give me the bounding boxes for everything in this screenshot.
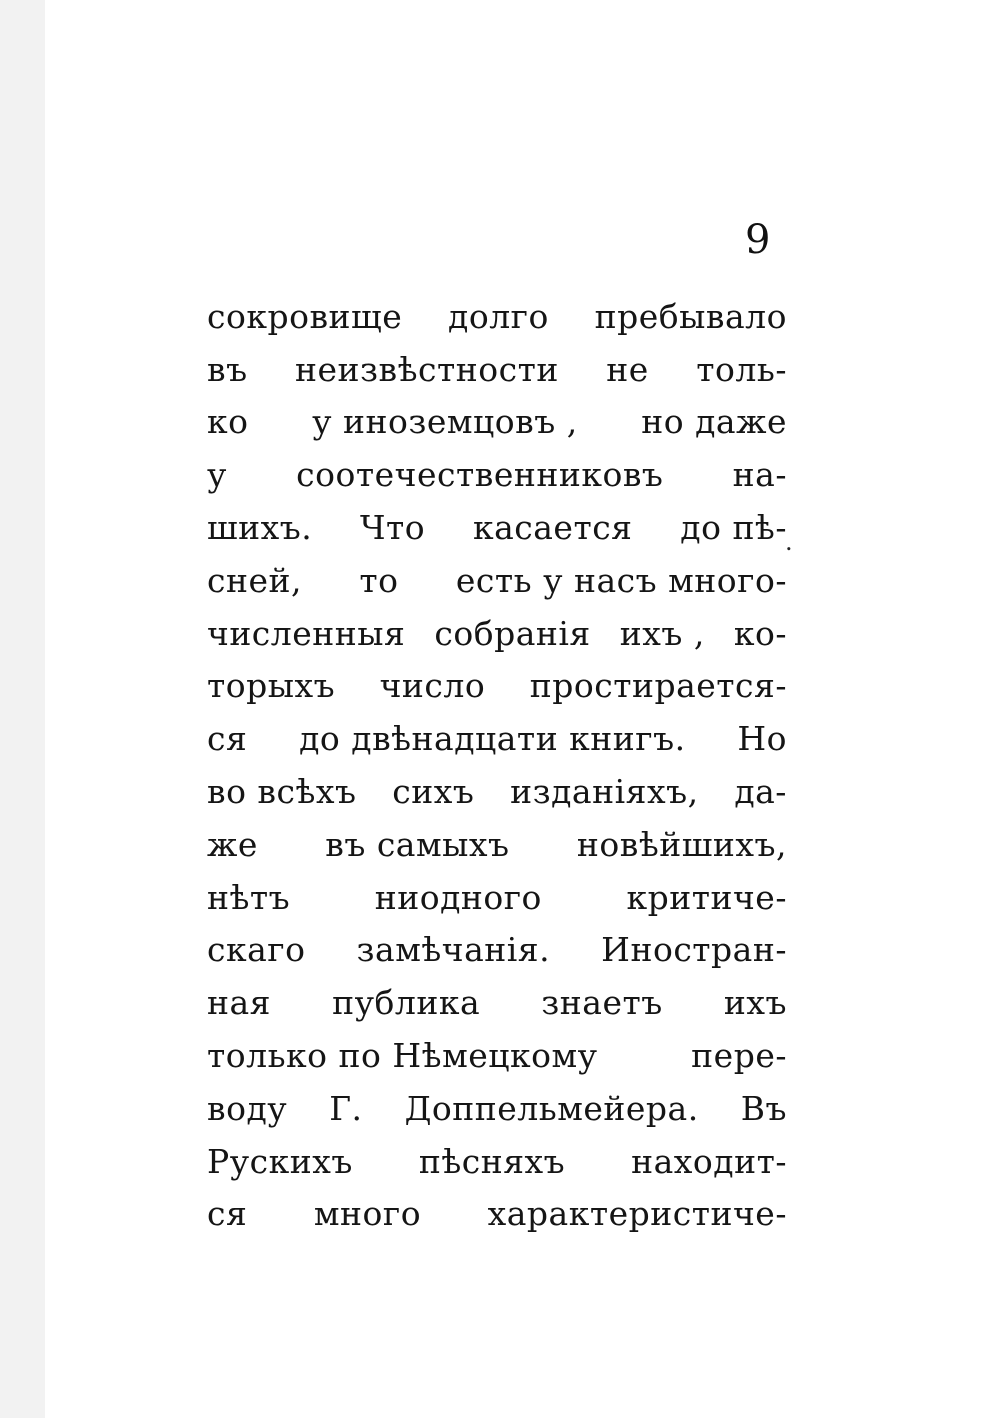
word: сней, [207, 560, 302, 600]
text-line [207, 765, 787, 818]
word: Что [360, 508, 426, 548]
word: публика [332, 983, 481, 1023]
text-line [207, 554, 787, 607]
word: замѣчанія. [356, 930, 551, 970]
word: ся [207, 1194, 248, 1234]
word: только по Нѣмецкому [207, 1036, 598, 1076]
body-text [207, 290, 787, 1240]
text-line [207, 924, 787, 977]
word: много [313, 1194, 422, 1234]
word: Иностран- [601, 930, 787, 970]
word: простирается- [529, 666, 787, 706]
text-line [207, 871, 787, 924]
word: ко [207, 402, 249, 442]
text-line [207, 607, 787, 660]
word: ихъ [723, 983, 787, 1023]
word: ная [207, 983, 271, 1023]
text-line [207, 1188, 787, 1241]
word: да- [734, 772, 787, 812]
word: у иноземцовъ , [312, 402, 578, 442]
word: пребывало [594, 296, 787, 336]
text-line [207, 818, 787, 871]
page-number: 9 [745, 217, 771, 263]
word: во всѣхъ [207, 772, 357, 812]
text-line [207, 712, 787, 765]
word: характеристиче- [487, 1194, 787, 1234]
word: нѣтъ [207, 877, 291, 917]
text-line [207, 1135, 787, 1188]
word: толь- [696, 349, 787, 389]
ink-speck: . [785, 528, 793, 556]
word: соотечественниковъ [296, 455, 664, 495]
word: Но [737, 719, 787, 759]
word: ихъ , [619, 613, 705, 653]
word: до двѣнадцати книгъ. [299, 719, 686, 759]
text-line [207, 448, 787, 501]
word: шихъ. [207, 508, 313, 548]
text-line [207, 343, 787, 396]
word: долго [448, 296, 549, 336]
word: то [359, 560, 399, 600]
word: скаго [207, 930, 306, 970]
word: касается [472, 508, 633, 548]
word: пѣсняхъ [418, 1141, 566, 1181]
word: Доппельмейера. [404, 1088, 699, 1128]
word: ся [207, 719, 248, 759]
word: сихъ [392, 772, 475, 812]
word: Въ [740, 1088, 787, 1128]
text-line [207, 290, 787, 343]
word: собранія [434, 613, 591, 653]
word: пере- [691, 1036, 787, 1076]
word: не [606, 349, 649, 389]
word: воду [207, 1088, 288, 1128]
word: ко- [733, 613, 787, 653]
word: знаетъ [541, 983, 663, 1023]
word: ниодного [374, 877, 542, 917]
word: на- [732, 455, 787, 495]
text-line [207, 501, 787, 554]
word: торыхъ [207, 666, 336, 706]
word: Рускихъ [207, 1141, 353, 1181]
text-line [207, 976, 787, 1029]
word: въ [207, 349, 248, 389]
word: неизвѣстности [295, 349, 559, 389]
text-line [207, 396, 787, 449]
word: есть у насъ много- [455, 560, 787, 600]
word: до пѣ- [680, 508, 787, 548]
word: изданіяхъ, [510, 772, 699, 812]
word: Г. [329, 1088, 363, 1128]
word: но даже [641, 402, 787, 442]
text-line [207, 1029, 787, 1082]
word: новѣйшихъ, [576, 824, 787, 864]
text-line [207, 1082, 787, 1135]
word: въ самыхъ [325, 824, 510, 864]
word: сокровище [207, 296, 403, 336]
word: находит- [631, 1141, 787, 1181]
text-line [207, 660, 787, 713]
word: численныя [207, 613, 406, 653]
word: у [207, 455, 227, 495]
word: число [379, 666, 486, 706]
word: же [207, 824, 258, 864]
word: критиче- [626, 877, 787, 917]
